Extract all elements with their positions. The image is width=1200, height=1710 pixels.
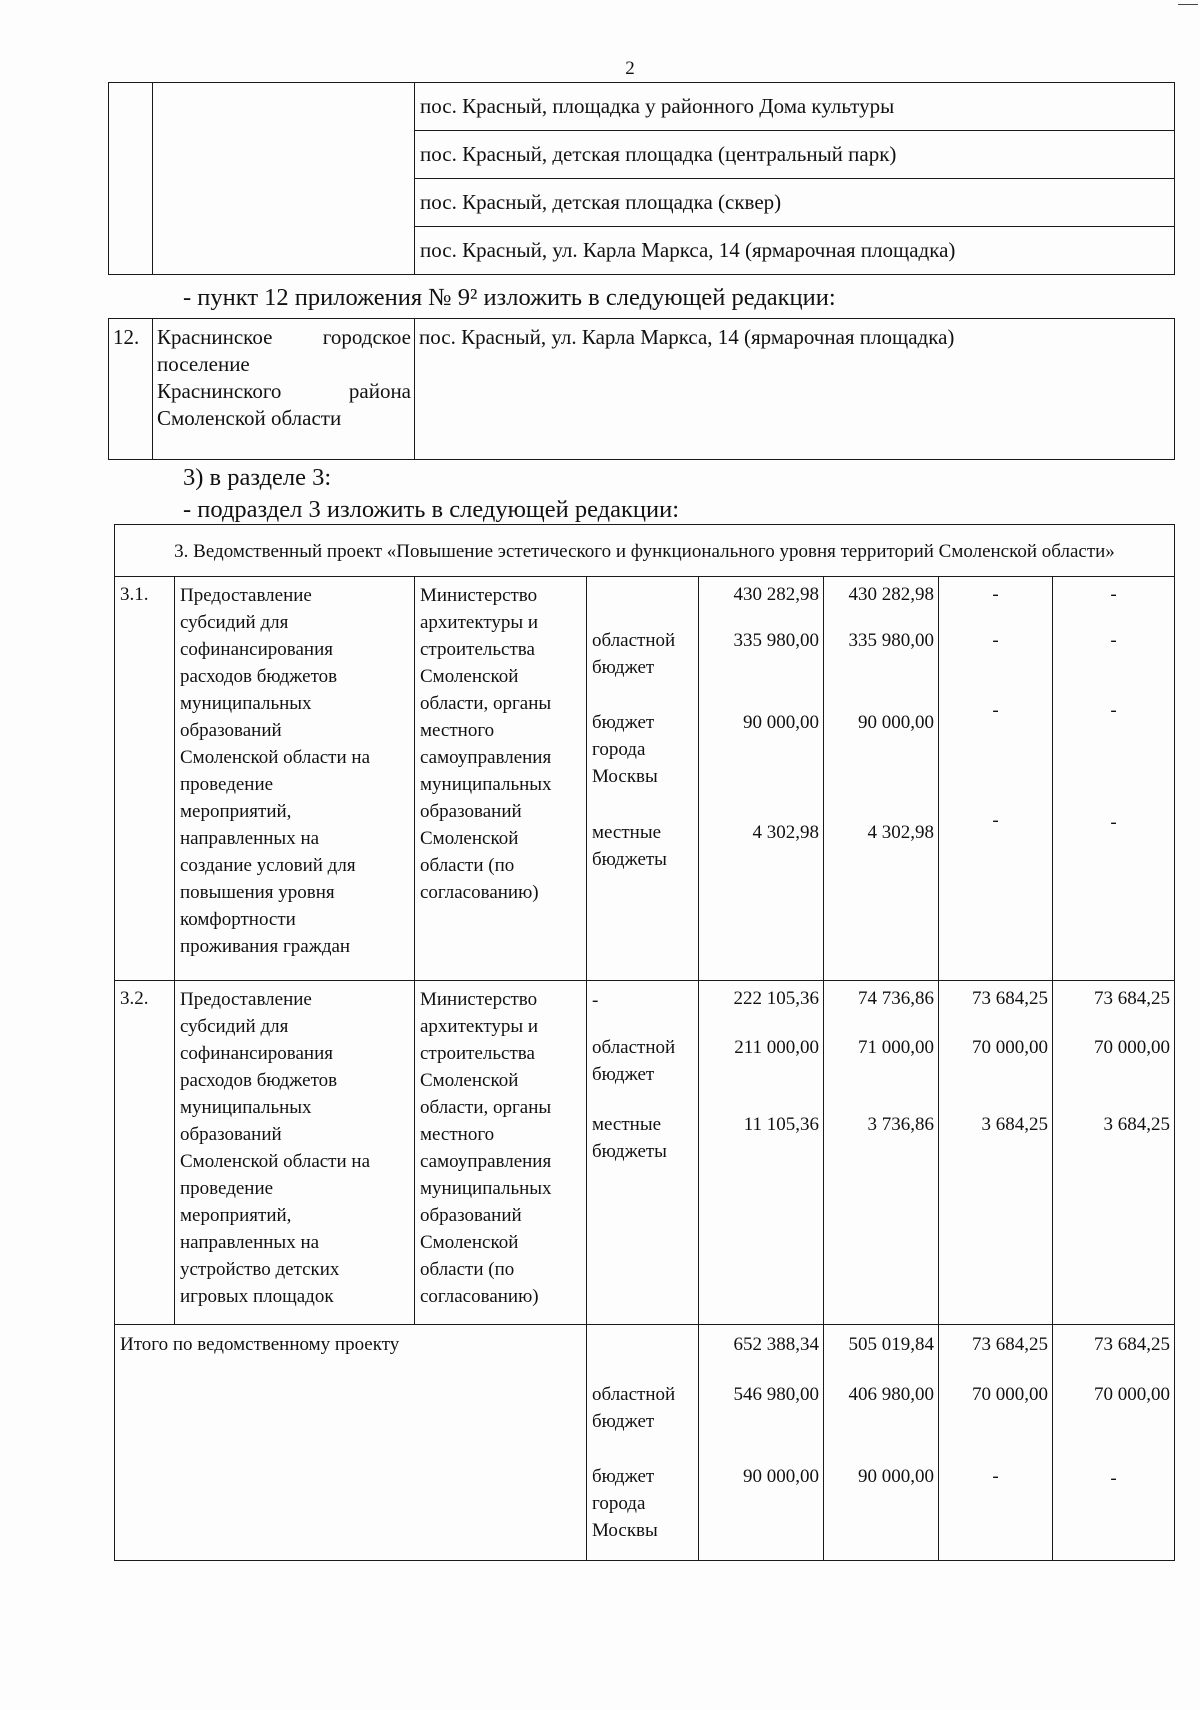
total-label: Итого по ведомственному проекту [115, 1325, 587, 1561]
year3-amount: 73 684,25 70 000,00 3 684,25 [1053, 981, 1175, 1325]
executor: Министерство архитектуры и строительства Смоленской области, органы местного самоуправления муниципальных образований Смоленской области (по согласованию) [415, 577, 587, 981]
address-row: пос. Красный, ул. Карла Маркса, 14 (ярмарочная площадка) [415, 227, 1175, 275]
funding-source: областной бюджет бюджет города Москвы [587, 1325, 699, 1561]
executor: Министерство архитектуры и строительства Смоленской области, органы местного самоуправления муниципальных образований Смоленской области (по согласованию) [415, 981, 587, 1325]
corner-mark [1178, 4, 1198, 5]
year1-amount: 74 736,86 71 000,00 3 736,86 [824, 981, 939, 1325]
section-heading: 3) в разделе 3: [183, 464, 332, 491]
number-cell [109, 83, 153, 275]
section-heading: - пункт 12 приложения № 9² изложить в следующей редакции: [183, 284, 836, 311]
project-header: 3. Ведомственный проект «Повышение эстетического и функционального уровня территорий Смоленской области» [115, 525, 1175, 577]
year3-amount: - - - - [1053, 577, 1175, 981]
year2-amount: 73 684,25 70 000,00 - [939, 1325, 1053, 1561]
year2-amount: - - - - [939, 577, 1053, 981]
settlement-cell [153, 83, 415, 275]
year2-amount: 73 684,25 70 000,00 3 684,25 [939, 981, 1053, 1325]
total-amount: 430 282,98 335 980,00 90 000,00 4 302,98 [699, 577, 824, 981]
funding-source: областной бюджет бюджет города Москвы местные бюджеты [587, 577, 699, 981]
address-row: пос. Красный, детская площадка (сквер) [415, 179, 1175, 227]
total-amount: 652 388,34 546 980,00 90 000,00 [699, 1325, 824, 1561]
settlement-address: пос. Красный, ул. Карла Маркса, 14 (ярмарочная площадка) [415, 319, 1175, 460]
row-number: 3.2. [115, 981, 175, 1325]
settlement-name: Краснинское городское поселение Краснинского района Смоленской области [153, 319, 415, 460]
item12-table [108, 318, 1175, 460]
item-number: 12. [109, 319, 153, 460]
measure-name: Предоставление субсидий для софинансирования расходов бюджетов муниципальных образований Смоленской области на проведение мероприятий, направленных на устройство детских игровых площадок [175, 981, 415, 1325]
address-row: пос. Красный, детская площадка (центральный парк) [415, 131, 1175, 179]
measure-name: Предоставление субсидий для софинансирования расходов бюджетов муниципальных образований Смоленской области на проведение мероприятий, направленных на создание условий для повышения уровня комфортности проживания граждан [175, 577, 415, 981]
funding-source: - областной бюджет местные бюджеты [587, 981, 699, 1325]
page-number: 2 [625, 58, 635, 79]
year3-amount: 73 684,25 70 000,00 - [1053, 1325, 1175, 1561]
section-heading: - подраздел 3 изложить в следующей редакции: [183, 496, 680, 523]
row-number: 3.1. [115, 577, 175, 981]
total-amount: 222 105,36 211 000,00 11 105,36 [699, 981, 824, 1325]
addresses-table [108, 82, 1175, 275]
year1-amount: 430 282,98 335 980,00 90 000,00 4 302,98 [824, 577, 939, 981]
project-table [114, 524, 1175, 1561]
year1-amount: 505 019,84 406 980,00 90 000,00 [824, 1325, 939, 1561]
address-row: пос. Красный, площадка у районного Дома культуры [415, 83, 1175, 131]
